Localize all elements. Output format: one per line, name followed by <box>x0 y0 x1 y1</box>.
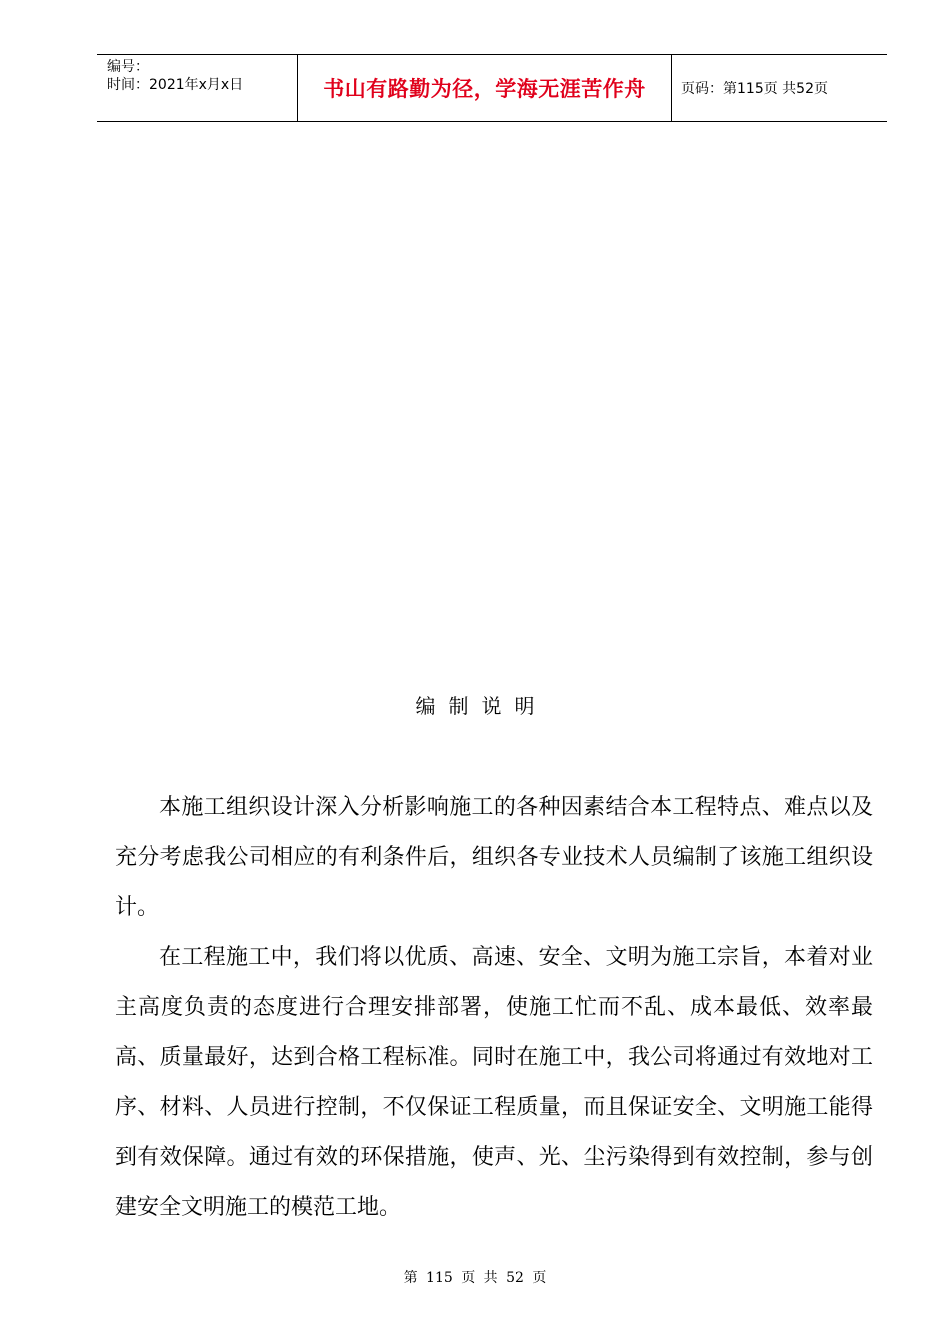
paragraph: 在工程施工中，我们将以优质、高速、安全、文明为施工宗旨，本着对业主高度负责的态度进行合理安排部署，使施工忙而不乱、成本最低、效率最高、质量最好，达到合格工程标准。同时在施工中，我公司将通过有效地对工序、材料、人员进行控制，不仅保证工程质量，而且保证安全、文明施工能得到有效保障。通过有效的环保措施，使声、光、尘污染得到有效控制，参与创建安全文明施工的模范工地。 <box>115 945 873 1220</box>
paragraph: 本施工组织设计深入分析影响施工的各种因素结合本工程特点、难点以及充分考虑我公司相应的有利条件后，组织各专业技术人员编制了该施工组织设计。 <box>115 795 873 920</box>
header-page-info: 页码：第115页 共52页 <box>681 81 828 97</box>
time-label: 时间：2021年x月x日 <box>107 77 244 93</box>
header-meta-cell <box>97 55 298 121</box>
page-footer: 第 115 页 共 52 页 <box>403 1270 547 1286</box>
document-title: 编制说明 <box>415 694 548 718</box>
header-motto: 书山有路勤为径，学海无涯苦作舟 <box>298 55 672 121</box>
page-header <box>97 54 887 122</box>
document-body <box>115 783 873 1233</box>
serial-number-label: 编号： <box>107 59 149 75</box>
